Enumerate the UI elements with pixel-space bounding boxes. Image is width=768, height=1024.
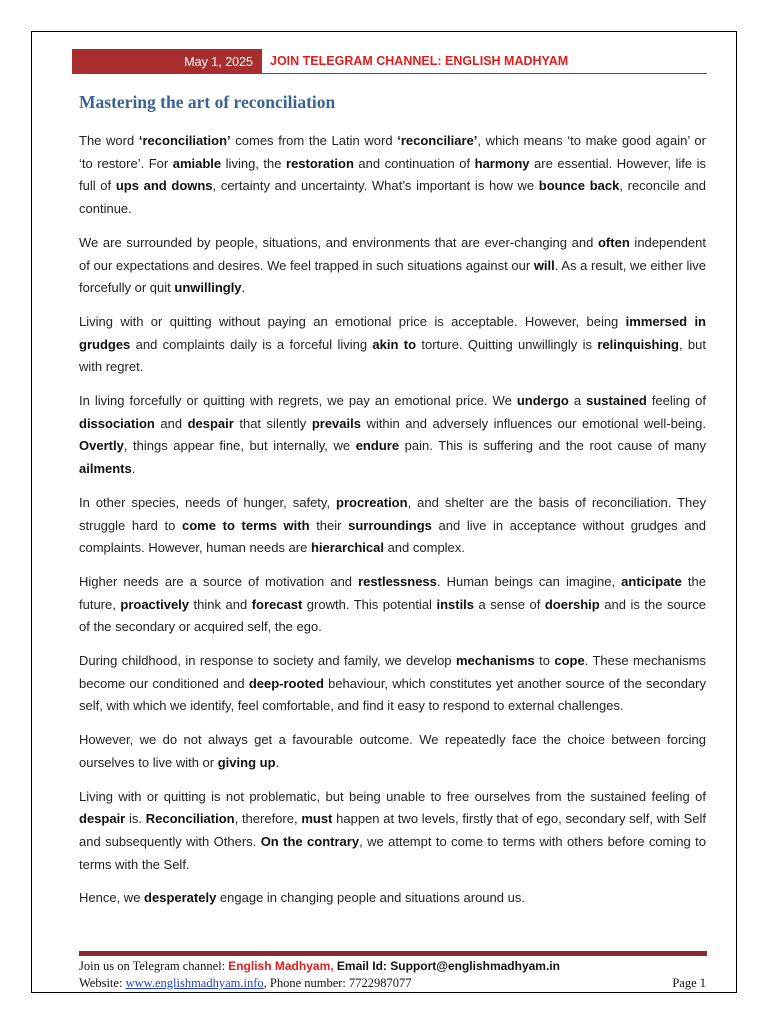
emphasized-term: despair bbox=[187, 415, 234, 431]
paragraph-text: within and adversely influences our emotional well-being. bbox=[360, 415, 707, 431]
footer-join-text: Join us on Telegram channel: bbox=[79, 959, 229, 973]
paragraph-text: feeling of bbox=[646, 393, 706, 409]
emphasized-term: mechanisms bbox=[455, 653, 535, 669]
paragraph-text: engage in changing people and situations around us. bbox=[216, 890, 525, 906]
paragraph bbox=[79, 571, 706, 639]
emphasized-term: instils bbox=[436, 596, 475, 612]
paragraph-text: is. bbox=[125, 811, 146, 827]
emphasized-term: ‘reconciliation’ bbox=[138, 133, 231, 148]
emphasized-term: hierarchical bbox=[310, 540, 384, 556]
paragraph-text: are essential. However, life is full of bbox=[79, 155, 707, 194]
footer-phone: , Phone number: 7722987077 bbox=[263, 976, 412, 990]
telegram-banner[interactable] bbox=[262, 49, 707, 74]
paragraph-text: independent of our expectations and desires. We feel trapped in such situations against our bbox=[79, 234, 706, 273]
emphasized-term: immersed in grudges bbox=[79, 313, 706, 352]
emphasized-term: ailments bbox=[79, 461, 132, 477]
paragraph-text: Higher needs are a source of motivation and bbox=[79, 573, 359, 589]
emphasized-term: unwillingly bbox=[174, 280, 242, 296]
paragraph-text: and bbox=[154, 415, 188, 431]
emphasized-term: amiable bbox=[172, 155, 222, 171]
emphasized-term: bounce back bbox=[538, 178, 620, 194]
paragraph bbox=[79, 492, 706, 560]
paragraph-text: , reconcile and continue. bbox=[79, 178, 706, 217]
footer-row-website bbox=[79, 975, 706, 992]
emphasized-term: despair bbox=[79, 811, 126, 827]
paragraph bbox=[79, 729, 706, 774]
paragraph-text: behaviour, which constitutes yet another source of the secondary self, with which we identify, feel comfortable, and find it easy to respond to external challenges. bbox=[79, 675, 706, 714]
paragraph-text: that silently bbox=[233, 415, 312, 431]
emphasized-term: desperately bbox=[144, 890, 217, 906]
emphasized-term: relinquishing bbox=[597, 336, 679, 352]
footer-channel-name[interactable]: English Madhyam, bbox=[228, 959, 334, 973]
paragraph-text: and live in acceptance without grudges and complaints. However, human needs are bbox=[79, 517, 707, 556]
paragraph-text: a bbox=[568, 393, 587, 409]
emphasized-term: cope bbox=[554, 653, 585, 669]
emphasized-term: anticipate bbox=[621, 573, 682, 589]
emphasized-term: restoration bbox=[286, 155, 354, 171]
footer-website-link[interactable]: www.englishmadhyam.info bbox=[125, 976, 264, 990]
paragraph-text: a sense of bbox=[474, 596, 545, 612]
paragraph-text: and is the source of the secondary or acquired self, the ego. bbox=[79, 596, 706, 635]
footer-website-line bbox=[79, 975, 412, 992]
article-body bbox=[79, 130, 706, 921]
paragraph-text: , which means ‘to make good again’ or ‘to restore’. For bbox=[79, 133, 706, 171]
paragraph-text: . bbox=[241, 280, 246, 296]
paragraph-text: and complex. bbox=[383, 540, 465, 556]
emphasized-term: restlessness bbox=[358, 573, 437, 589]
emphasized-term: ups and downs bbox=[115, 178, 213, 194]
emphasized-term: doership bbox=[544, 596, 600, 612]
paragraph-text: and complaints daily is a forceful living bbox=[130, 336, 373, 352]
paragraph-text: We are surrounded by people, situations, and environments that are ever-changing and bbox=[79, 234, 598, 250]
paragraph bbox=[79, 311, 706, 379]
paragraph-text: Living with or quitting without paying an emotional price is acceptable. However, being bbox=[79, 313, 626, 329]
paragraph bbox=[79, 130, 706, 221]
paragraph-text: and continuation of bbox=[353, 155, 475, 171]
paragraph-text: , but with regret. bbox=[79, 336, 706, 375]
emphasized-term: forecast bbox=[251, 596, 303, 612]
date-badge bbox=[72, 49, 262, 74]
emphasized-term: deep-rooted bbox=[248, 675, 324, 691]
paragraph bbox=[79, 232, 706, 300]
paragraph-text: pain. This is suffering and the root cause of many bbox=[399, 438, 707, 454]
paragraph-text: happen at two levels, firstly that of ego, secondary self, with Self and subsequently with Others. bbox=[79, 811, 707, 849]
paragraph-text: . Human beings can imagine, bbox=[436, 573, 622, 589]
paragraph-text: think and bbox=[189, 596, 252, 612]
footer-email[interactable]: Email Id: Support@englishmadhyam.in bbox=[333, 959, 560, 973]
footer-contact-line bbox=[79, 958, 560, 975]
paragraph-text: . As a result, we either live forcefully or quit bbox=[79, 257, 707, 296]
footer-row-contact bbox=[79, 958, 706, 975]
emphasized-term: harmony bbox=[474, 155, 530, 171]
paragraph bbox=[79, 390, 706, 481]
footer bbox=[79, 958, 706, 992]
emphasized-term: undergo bbox=[516, 393, 569, 409]
paragraph bbox=[79, 887, 706, 910]
paragraph-text: Living with or quitting is not problematic, but being unable to free ourselves from the sustained feeling of bbox=[79, 788, 706, 804]
paragraph-text: During childhood, in response to society and family, we develop bbox=[79, 653, 456, 669]
paragraph-text: , and shelter are the basis of reconciliation. They struggle hard to bbox=[79, 494, 706, 533]
paragraph-text: , therefore, bbox=[234, 811, 302, 827]
paragraph-text: , certainty and uncertainty. What’s important is how we bbox=[212, 178, 539, 194]
paragraph bbox=[79, 786, 706, 877]
emphasized-term: proactively bbox=[120, 596, 190, 612]
paragraph-text: their bbox=[309, 517, 349, 533]
emphasized-term: dissociation bbox=[79, 415, 155, 431]
paragraph-text: Hence, we bbox=[79, 890, 145, 906]
telegram-banner-text: JOIN TELEGRAM CHANNEL: ENGLISH MADHYAM bbox=[270, 54, 569, 68]
paragraph-text: In other species, needs of hunger, safety, bbox=[79, 494, 337, 510]
paragraph-text: living, the bbox=[221, 155, 287, 171]
paragraph-text: . bbox=[275, 754, 280, 770]
article-title: Mastering the art of reconciliation bbox=[79, 92, 336, 112]
paragraph-text: growth. This potential bbox=[302, 596, 437, 612]
emphasized-term: come to terms with bbox=[182, 517, 310, 533]
emphasized-term: On the contrary bbox=[260, 833, 360, 849]
emphasized-term: often bbox=[597, 234, 630, 250]
emphasized-term: ‘reconciliare’ bbox=[397, 133, 478, 148]
paragraph-text: , we attempt to come to terms with others before coming to terms with the Self. bbox=[79, 833, 706, 872]
footer-website-label: Website: bbox=[79, 976, 126, 990]
paragraph bbox=[79, 650, 706, 718]
paragraph-text: , things appear fine, but internally, we bbox=[123, 438, 356, 454]
paragraph-text: In living forcefully or quitting with regrets, we pay an emotional price. We bbox=[79, 393, 517, 409]
paragraph-text: the future, bbox=[79, 573, 707, 612]
emphasized-term: Reconciliation bbox=[145, 811, 235, 827]
emphasized-term: prevails bbox=[311, 415, 361, 431]
emphasized-term: giving up bbox=[217, 754, 276, 770]
paragraph-text: However, we do not always get a favourable outcome. We repeatedly face the choice between forcing ourselves to live with or bbox=[79, 732, 706, 770]
footer-page-number: Page 1 bbox=[672, 976, 706, 990]
footer-divider bbox=[79, 951, 707, 956]
emphasized-term: sustained bbox=[586, 393, 647, 409]
paragraph-text: . bbox=[131, 461, 136, 477]
emphasized-term: endure bbox=[355, 438, 400, 454]
emphasized-term: procreation bbox=[336, 494, 408, 510]
paragraph-text: torture. Quitting unwillingly is bbox=[416, 336, 598, 352]
emphasized-term: Overtly bbox=[79, 438, 124, 454]
emphasized-term: must bbox=[301, 811, 333, 827]
paragraph-text: to bbox=[534, 653, 555, 669]
header-bar bbox=[72, 49, 707, 75]
paragraph-text: comes from the Latin word bbox=[230, 133, 398, 148]
paragraph-text: . These mechanisms become our conditioned and bbox=[79, 653, 706, 691]
header-date: May 1, 2025 bbox=[184, 54, 253, 69]
emphasized-term: will bbox=[533, 257, 555, 273]
paragraph-text: The word bbox=[79, 133, 139, 148]
emphasized-term: akin to bbox=[372, 336, 417, 352]
emphasized-term: surroundings bbox=[348, 517, 432, 533]
